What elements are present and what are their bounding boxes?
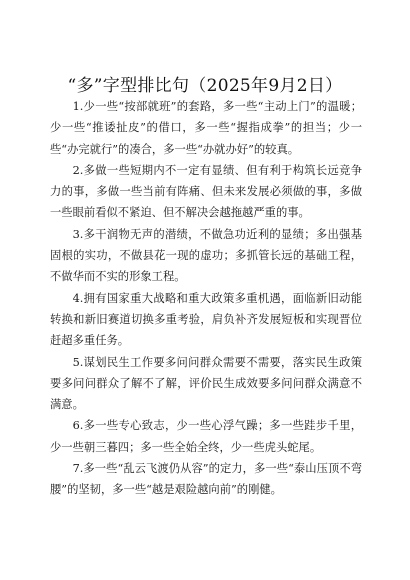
document-body: [50, 96, 362, 501]
paragraph-5: 5.谋划民生工作要多问问群众需要不需要，落实民生政策要多问问群众了解不了解，评价民生成效要多问问群众满意不满意。: [50, 355, 362, 412]
paragraph-4: 4.拥有国家重大战略和重大政策多重机遇，面临新旧动能转换和新旧赛道切换多重考验，肩负补齐发展短板和实现晋位赶超多重任务。: [50, 291, 362, 348]
paragraph-2: 2.多做一些短期内不一定有显绩、但有利于构筑长远竞争力的事，多做一些当前有阵痛、但未来发展必须做的事，多做一些眼前看似不紧迫、但不解决会越拖越严重的事。: [50, 163, 362, 220]
paragraph-3: 3.多干润物无声的潜绩，不做急功近利的显绩；多出强基固根的实功，不做县花一现的虚功；多抓管长远的基础工程，不做华而不实的形象工程。: [50, 227, 362, 284]
paragraph-7: 7.多一些“乱云飞渡仍从容”的定力，多一些“泰山压顶不弯腰”的坚韧，多一些“越是艰险越向前”的刚健。: [50, 462, 362, 497]
paragraph-1: 1.少一些“按部就班”的套路，多一些“主动上门”的温暖；少一些“推诿扯皮”的借口，多一些“握指成拳”的担当；少一些“办完就行”的凑合，多一些“办就办好”的较真。: [50, 100, 362, 156]
document-title: “多”字型排比句（2025年9月2日）: [67, 76, 343, 96]
paragraph-6: 6.多一些专心致志，少一些心浮气躁；多一些跬步千里，少一些朝三暮四；多一些全始全终，少一些虎头蛇尾。: [50, 419, 362, 454]
